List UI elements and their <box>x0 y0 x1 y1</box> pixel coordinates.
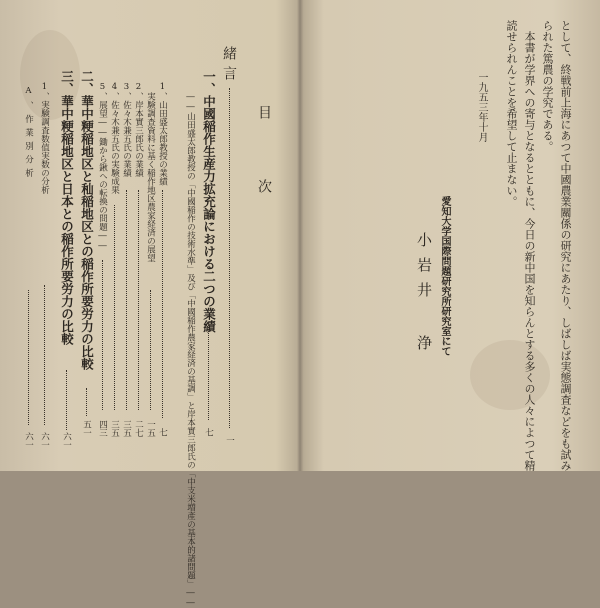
toc-leader <box>208 322 209 420</box>
preface-date: 一九五三年十月 <box>476 72 487 142</box>
preface-line-1: として、終戦前上海にあつて中國農業關係の研究にあたり、しばしば実態調査などをも試み <box>559 20 572 471</box>
toc-page-1-2: 二七 <box>133 420 144 437</box>
toc-page-1-1a: 一五 <box>145 420 156 437</box>
preface-line-3: 本書が学界への寄与となるとともに、今日の新中国を知らんとする多くの人々によつて精 <box>523 31 536 471</box>
toc-leader <box>44 285 45 425</box>
toc-leader <box>150 290 151 410</box>
author-name: 小岩井 浄 <box>415 232 433 360</box>
toc-entry-ch2: 二、華中粳稲地区と秈稲地区との稲作所要労力の比較 <box>79 70 95 370</box>
toc-page-intro: 一 <box>224 436 235 445</box>
toc-leader <box>126 190 127 410</box>
toc-entry-1-1: 1、山田盛太郎教授の業績 <box>157 82 168 186</box>
toc-entry-3-1-a: A、作業別分析 <box>23 86 34 182</box>
toc-leader <box>66 370 67 430</box>
toc-page-1-4: 三五 <box>109 420 120 437</box>
toc-entry-3-1: 1、実験調査数值実数の分析 <box>39 82 50 194</box>
toc-page-3-1: 六一 <box>39 432 50 449</box>
preface-line-4: 読せられんことを希望して止まない。 <box>505 20 518 207</box>
toc-page-1-5: 四三 <box>97 420 108 437</box>
toc-leader <box>28 290 29 425</box>
author-affiliation: 愛知大学国際問題研究所研究室にて <box>439 196 450 356</box>
toc-leader <box>162 190 163 418</box>
toc-page-1-3: 三五 <box>121 420 132 437</box>
toc-leader <box>229 88 230 428</box>
toc-entry-intro: 緒言 <box>221 46 237 86</box>
toc-entry-1-2: 2、岸本實三郎氏の業績 <box>133 82 144 177</box>
toc-heading: 目次 <box>256 105 272 253</box>
toc-leader <box>114 205 115 410</box>
toc-entry-ch1: 一、中國稲作生産力拡充論における二つの業績 <box>201 70 217 333</box>
toc-entry-ch1-sub: ――山田盛太郎教授の「中國稲作の技術水準」及び「中國稲作農家経済の基調」と岸本實三郎氏の「中支米増產の基本的諸問題」―― <box>185 92 196 608</box>
toc-page-3-1-a: 六一 <box>23 432 34 449</box>
right-page-preface <box>302 0 600 471</box>
toc-leader <box>102 260 103 410</box>
toc-page-ch3: 六一 <box>61 432 72 449</box>
toc-page-1-1: 七 <box>157 428 168 437</box>
toc-entry-1-5: 5、展望――鋤から鍬への転換の問題―― <box>97 82 108 251</box>
toc-entry-1-4: 4、佐々木兼五氏の実験成果 <box>109 82 120 194</box>
toc-entry-1-1a: 実験調查資料に基く稲作地区農家経済の展望 <box>145 92 156 262</box>
preface-line-2: られた篤農の学究である。 <box>541 20 554 152</box>
toc-leader <box>138 190 139 410</box>
toc-entry-ch3: 三、華中粳稲地区と日本との稲作所要労力の比較 <box>59 70 75 345</box>
toc-entry-1-3: 3、佐々木兼五氏の業績 <box>121 82 132 177</box>
toc-leader <box>86 388 87 416</box>
toc-page-ch2: 五一 <box>81 420 92 437</box>
toc-page-ch1: 七 <box>203 428 214 437</box>
